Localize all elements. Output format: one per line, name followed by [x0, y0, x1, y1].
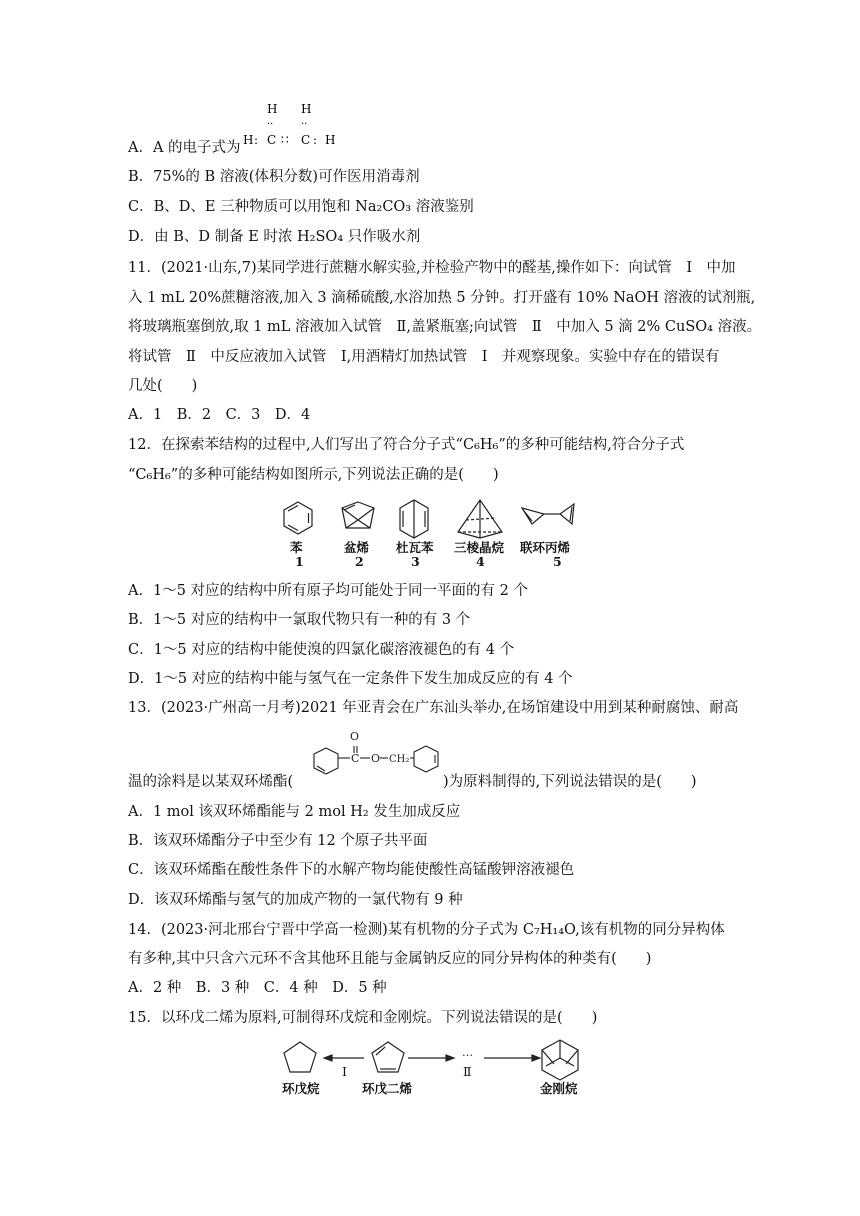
q13-option-a: A．1 mol 该双环烯酯能与 2 mol H₂ 发生加成反应: [128, 804, 461, 820]
q11-line-2: 入 1 mL 20%蔗糖溶液,加入 3 滴稀硫酸,水浴加热 5 分钟。打开盛有 10% NaOH 溶液的试剂瓶,: [128, 290, 756, 306]
h-top-right: H: [301, 102, 312, 116]
q11-line-1: 11．(2021·山东,7)某同学进行蔗糖水解实验,并检验产物中的醛基,操作如下：向试管 Ⅰ 中加: [128, 260, 736, 276]
ester-carbonyl-o: O: [350, 730, 360, 743]
ester-oxygen: O: [371, 752, 381, 765]
q15-line-1: 15．以环戊二烯为原料,可制得环戊烷和金刚烷。下列说法错误的是( ): [128, 1010, 598, 1026]
q13-option-c: C．该双环烯酯在酸性条件下的水解产物均能使酸性高锰酸钾溶液褪色: [128, 862, 575, 878]
q13-line-1: 13．(2023·广州高一月考)2021 年亚青会在广东汕头举办,在场馆建设中用到某种耐腐蚀、耐高: [128, 700, 739, 716]
ester-carbon: C: [351, 752, 360, 765]
structure-label-5: 联环丙烯: [520, 540, 571, 555]
h-right: H: [325, 133, 336, 147]
q14-line-1: 14．(2023·河北邢台宁晋中学高一检测)某有机物的分子式为 C₇H₁₄O,该有机物的同分异构体: [128, 922, 725, 938]
q10-option-a: A．A 的电子式为: [128, 140, 241, 156]
benzene-structure: [284, 502, 312, 534]
c6h6-structures-figure: [270, 494, 590, 570]
carbon-2: C: [301, 133, 311, 147]
q11-options: A．1 B．2 C．3 D．4: [128, 407, 311, 423]
q10-option-b: B．75%的 B 溶液(体积分数)可作医用消毒剂: [128, 169, 420, 185]
q10-option-d: D．由 B、D 制备 E 时浓 H₂SO₄ 只作吸水剂: [128, 229, 421, 245]
colon-right: :: [313, 133, 318, 147]
structure-label-4: 三棱晶烷: [454, 540, 505, 555]
q13-option-d: D．该双环烯酯与氢气的加成产物的一氯代物有 9 种: [128, 892, 463, 908]
dots-left: ··: [267, 119, 274, 130]
double-bond-dots: ∷: [281, 133, 289, 147]
bicyclic-ester-structure: [300, 722, 440, 788]
h-left: H: [243, 133, 254, 147]
cyclopentane-structure: [284, 1042, 316, 1072]
structure-label-3: 杜瓦苯: [396, 540, 434, 555]
label-cyclopentane: 环戊烷: [282, 1081, 320, 1096]
structure-num-1: 1: [295, 554, 304, 569]
cyclopentadiene-structure: [372, 1042, 404, 1072]
dewar-benzene-structure: [400, 500, 428, 538]
arrow-label-2: Ⅱ: [463, 1064, 472, 1079]
q12-line-1: 12．在探索苯结构的过程中,人们写出了符合分子式“C₆H₆”的多种可能结构,符合分子式: [128, 437, 685, 453]
carbon-1: C: [267, 133, 277, 147]
arrow-label-1: Ⅰ: [342, 1064, 347, 1079]
colon-left: :: [254, 133, 259, 147]
ellipsis: …: [462, 1046, 473, 1059]
q11-line-5: 几处( ): [128, 378, 198, 394]
q11-line-3: 将玻璃瓶塞倒放,取 1 mL 溶液加入试管 Ⅱ,盖紧瓶塞;向试管 Ⅱ 中加入 5 滴 2% CuSO₄ 溶液。: [128, 319, 762, 335]
benzvalene-structure: [342, 502, 374, 528]
q12-option-a: A．1～5 对应的结构中所有原子均可能处于同一平面的有 2 个: [128, 583, 528, 599]
q12-option-b: B．1～5 对应的结构中一氯取代物只有一种的有 3 个: [128, 612, 471, 628]
q14-options: A．2 种 B．3 种 C．4 种 D．5 种: [128, 980, 387, 996]
bicyclopropenyl-structure: [522, 504, 574, 524]
q12-option-c: C．1～5 对应的结构中能使溴的四氯化碳溶液褪色的有 4 个: [128, 642, 515, 658]
structure-num-2: 2: [355, 554, 364, 569]
label-cyclopentadiene: 环戊二烯: [362, 1081, 413, 1096]
h-top-left: H: [267, 102, 278, 116]
q13-option-b: B．该双环烯酯分子中至少有 12 个原子共平面: [128, 833, 428, 849]
q12-option-d: D．1～5 对应的结构中能与氢气在一定条件下发生加成反应的有 4 个: [128, 671, 573, 687]
q10-option-c: C．B、D、E 三种物质可以用饱和 Na₂CO₃ 溶液鉴别: [128, 199, 474, 215]
structure-num-4: 4: [476, 554, 485, 569]
q14-line-2: 有多种,其中只含六元环不含其他环且能与金属钠反应的同分异构体的种类有( ): [128, 951, 652, 967]
q12-line-2: “C₆H₆”的多种可能结构如图所示,下列说法正确的是( ): [128, 467, 499, 483]
q13-line-2-pre: 温的涂料是以某双环烯酯(: [128, 774, 294, 790]
q13-line-2-post: )为原料制得的,下列说法错误的是( ): [443, 774, 697, 790]
label-adamantane: 金刚烷: [540, 1081, 578, 1096]
dots-right: ··: [301, 119, 308, 130]
prismane-structure: [458, 500, 502, 538]
adamantane-structure: [542, 1040, 578, 1080]
electron-formula: [243, 100, 343, 150]
structure-num-3: 3: [411, 554, 420, 569]
structure-label-2: 盆烯: [344, 540, 370, 555]
ester-ch2: CH₂: [389, 754, 410, 765]
q11-line-4: 将试管 Ⅱ 中反应液加入试管 Ⅰ,用酒精灯加热试管 Ⅰ 并观察现象。实验中存在的错误有: [128, 349, 720, 365]
cyclopentadiene-reaction-scheme: [278, 1036, 598, 1102]
structure-label-1: 苯: [290, 540, 303, 555]
structure-num-5: 5: [553, 554, 562, 569]
